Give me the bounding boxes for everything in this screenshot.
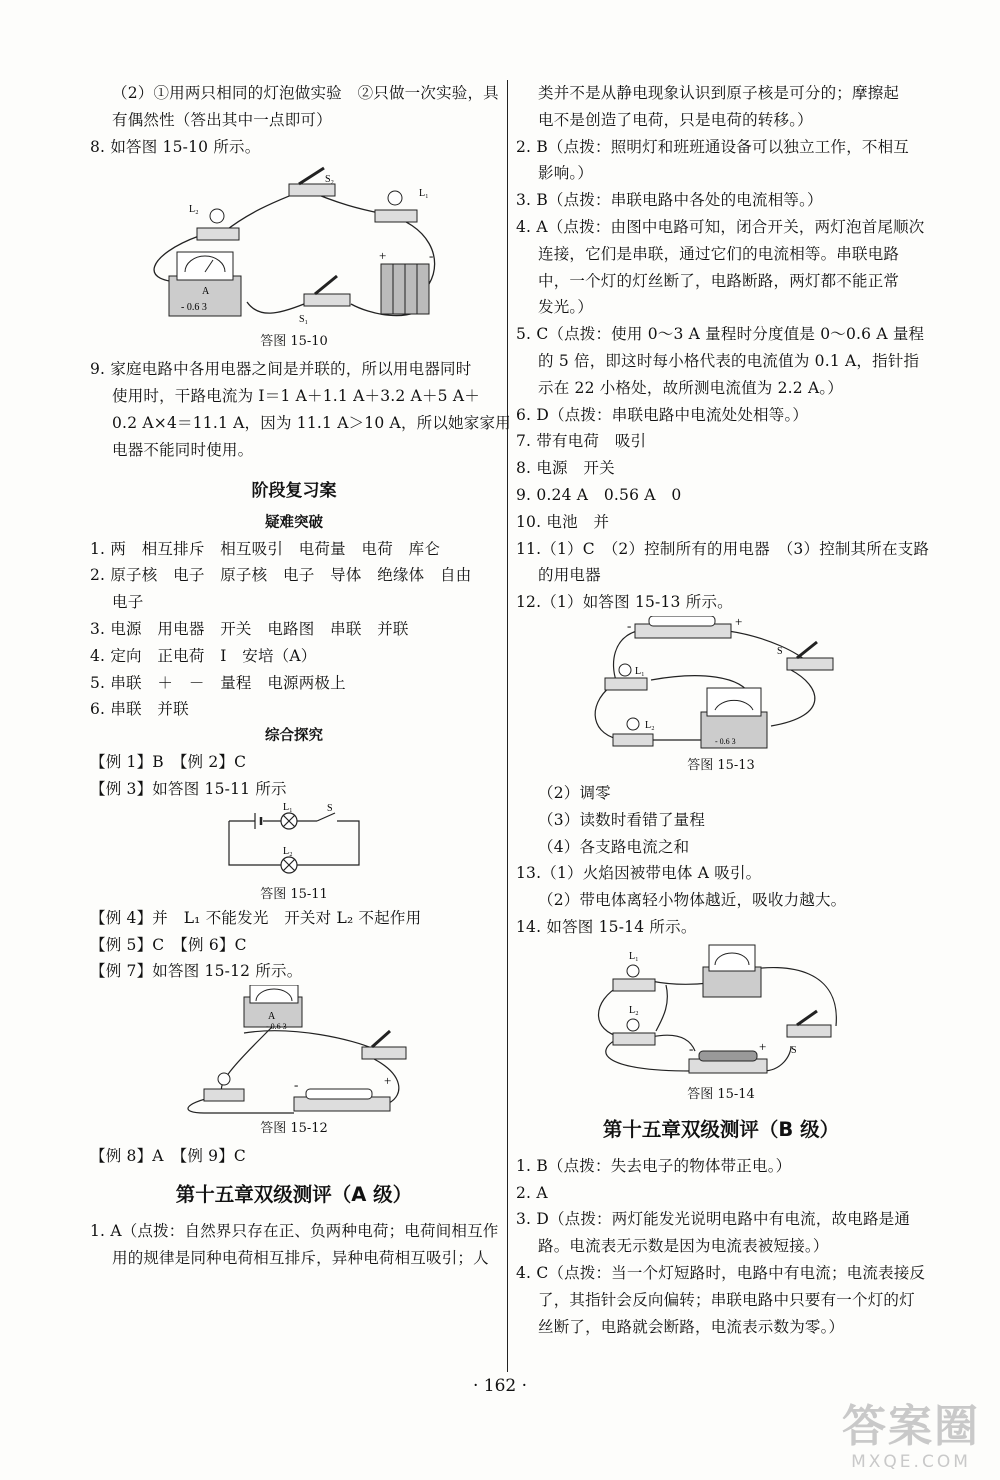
left-block-7 — [90, 1218, 498, 1272]
left-block-3 — [90, 536, 498, 724]
figure-15-13 — [516, 616, 926, 776]
text-line: 中，一个灯的灯丝断了，电路断路，两灯都不能正常 — [538, 271, 900, 290]
text-line: 电不是创造了电荷，只是电荷的转移。） — [538, 110, 813, 129]
figure-15-14 — [516, 941, 926, 1105]
chapter-title-b: 第十五章双级测评（B 级） — [602, 1117, 840, 1141]
figure-15-10 — [90, 164, 498, 352]
text-line: 1. B（点拨：失去电子的物体带正电。） — [516, 1156, 792, 1175]
right-column — [516, 80, 930, 1340]
lamp-l2 — [613, 1019, 655, 1045]
label-ammeter: A — [202, 286, 210, 298]
label-l1: L₁ — [629, 950, 639, 962]
text-line: 电器不能同时使用。 — [112, 440, 254, 459]
label-s: S — [777, 645, 783, 657]
text-line: 12.（1）如答图 15-13 所示。 — [516, 593, 733, 612]
left-block-5 — [90, 905, 498, 985]
lamp-l2 — [197, 209, 239, 240]
text-line: 4. 定向 正电荷 I 安培（A） — [90, 646, 317, 665]
text-line: 1. A（点拨：自然界只存在正、负两种电荷；电荷间相互作 — [90, 1221, 499, 1240]
battery-pack — [381, 264, 429, 314]
circuit-diagram-15-13 — [591, 616, 851, 756]
label-minus: - — [689, 1040, 694, 1056]
figure-15-12 — [90, 985, 498, 1139]
label-minus: - — [429, 248, 434, 264]
switch — [787, 1011, 831, 1037]
text-line: 【例 5】C 【例 6】C — [90, 935, 247, 954]
ammeter — [703, 945, 761, 997]
left-block-6 — [90, 1143, 498, 1170]
label-l1: L₁ — [283, 802, 293, 813]
figure-caption: 答图 15-11 — [260, 886, 328, 902]
lamp — [204, 1073, 244, 1101]
left-block-1 — [90, 80, 498, 160]
figure-caption: 答图 15-13 — [687, 757, 755, 773]
label-ammeter: A — [268, 1011, 276, 1023]
text-line: 的 5 倍，即这时每小格代表的电流值为 0.1 A，指针指 — [538, 351, 920, 370]
right-block-1 — [516, 80, 930, 616]
text-line: 示在 22 小格处，故所测电流值为 2.2 A。） — [538, 378, 844, 397]
label-l1: L₁ — [635, 665, 645, 677]
text-line: 4. A（点拨：由图中电路可知，闭合开关，两灯泡首尾顺次 — [516, 217, 925, 236]
text-line: 7. 带有电荷 吸引 — [516, 432, 647, 451]
figure-15-11 — [90, 803, 498, 905]
text-line: 11.（1）C （2）控制所有的用电器 （3）控制其所在支路 — [516, 539, 930, 558]
text-line: 0.2 A×4＝11.1 A，因为 11.1 A＞10 A，所以她家家用 — [112, 413, 511, 432]
text-line: （2）调零 — [538, 783, 611, 802]
label-plus: + — [384, 1073, 392, 1089]
text-line: （2）①用两只相同的灯泡做实验 ②只做一次实验，具 — [112, 84, 499, 102]
text-line: 8. 电源 开关 — [516, 459, 615, 478]
text-line: 发光。） — [538, 298, 594, 317]
text-line: 2. 原子核 电子 原子核 电子 导体 绝缘体 自由 — [90, 566, 472, 585]
text-line: 2. A — [516, 1183, 548, 1202]
battery — [635, 616, 731, 638]
text-line: 【例 8】A 【例 9】C — [90, 1147, 246, 1166]
text-line: 6. D（点拨：串联电路中电流处处相等。） — [516, 405, 809, 424]
text-line: 【例 3】如答图 15-11 所示 — [90, 779, 287, 798]
text-line: 2. B（点拨：照明灯和班班通设备可以独立工作，不相互 — [516, 137, 910, 156]
lamp-l1 — [375, 191, 417, 222]
switch — [787, 642, 833, 670]
text-line: 电子 — [112, 593, 144, 612]
circuit-diagram-15-10 — [129, 164, 459, 332]
text-line: 类并不是从静电现象认识到原子核是可分的；摩擦起 — [538, 84, 900, 102]
text-line: （2）带电体离轻小物体越近，吸收力越大。 — [538, 891, 847, 910]
figure-caption: 答图 15-14 — [687, 1086, 755, 1102]
left-block-4 — [90, 749, 498, 803]
left-block-2 — [90, 356, 511, 463]
text-line: 用的规律是同种电荷相互排斥，异种电荷相互吸引；人 — [112, 1248, 489, 1267]
label-plus: + — [379, 248, 387, 264]
text-line: （3）读数时看错了量程 — [538, 810, 706, 829]
label-l2: L₂ — [189, 204, 199, 216]
label-s: S — [327, 802, 333, 814]
text-line: 5. 串联 ＋ － 量程 电源两极上 — [90, 673, 346, 692]
label-plus: + — [759, 1038, 767, 1054]
text-line: 的用电器 — [538, 566, 601, 585]
text-line: 连接，它们是串联，通过它们的电流相等。串联电路 — [538, 244, 900, 263]
label-terminals: - 0.6 3 — [181, 302, 207, 314]
text-line: 13.（1）火焰因被带电体 A 吸引。 — [516, 864, 762, 883]
text-line: 【例 7】如答图 15-12 所示。 — [90, 962, 303, 981]
text-line: 影响。） — [538, 164, 594, 183]
label-s: S — [791, 1044, 797, 1056]
text-line: 【例 1】B 【例 2】C — [90, 753, 247, 772]
label-s1: S₁ — [299, 314, 309, 326]
switch — [362, 1031, 406, 1059]
watermark — [842, 1402, 980, 1472]
text-line: 8. 如答图 15-10 所示。 — [90, 137, 261, 156]
label-minus: - — [294, 1077, 299, 1093]
text-line: 使用时，干路电流为 I＝1 A＋1.1 A＋3.2 A＋5 A＋ — [112, 387, 480, 406]
label-s2: S₂ — [325, 174, 335, 186]
right-block-3 — [516, 1153, 926, 1341]
label-l2: L₂ — [283, 845, 293, 857]
text-line: 4. C（点拨：当一个灯短路时，电路中有电流；电流表接反 — [516, 1263, 926, 1282]
text-line: 10. 电池 并 — [516, 512, 610, 531]
lamp-l1 — [613, 965, 655, 991]
label-plus: + — [735, 615, 743, 629]
circuit-diagram-15-12 — [174, 985, 414, 1119]
text-line: 3. 电源 用电器 开关 电路图 串联 并联 — [90, 619, 409, 638]
label-l2: L₂ — [645, 719, 655, 731]
text-line: 有偶然性（答出其中一点即可） — [112, 110, 332, 129]
label-l2: L₂ — [629, 1004, 639, 1016]
page-number: · 162 · — [472, 1376, 528, 1396]
text-line: 3. D（点拨：两灯能发光说明电路中有电流，故电路是通 — [516, 1210, 911, 1229]
battery — [294, 1089, 390, 1111]
text-line: 路。电流表无示数是因为电流表被短接。） — [538, 1237, 829, 1256]
text-line: 了，其指针会反向偏转；串联电路中只要有一个灯的灯 — [538, 1290, 915, 1309]
section-title: 阶段复习案 — [251, 480, 337, 501]
text-line: 【例 4】并 L₁ 不能发光 开关对 L₂ 不起作用 — [90, 908, 422, 927]
left-column — [90, 80, 511, 1272]
right-block-2 — [516, 780, 926, 941]
text-line: 9. 家庭电路中各用电器之间是并联的，所以用电器同时 — [90, 360, 472, 379]
text-line: （4）各支路电流之和 — [538, 837, 690, 856]
battery — [689, 1051, 767, 1073]
text-line: 6. 串联 并联 — [90, 700, 189, 719]
circuit-diagram-15-11 — [219, 803, 369, 885]
label-terminals: - 0.6 3 — [715, 736, 736, 746]
figure-caption: 答图 15-12 — [260, 1121, 328, 1137]
column-divider — [507, 80, 508, 1372]
chapter-title-a: 第十五章双级测评（A 级） — [175, 1182, 413, 1206]
label-terminals: - 0.6 3 — [266, 1022, 287, 1032]
label-l1: L₁ — [419, 188, 429, 200]
switch-s1 — [304, 276, 350, 306]
text-line: 5. C（点拨：使用 0～3 A 量程时分度值是 0～0.6 A 量程 — [516, 325, 925, 344]
watermark-logo-text: 答案圈 — [842, 1401, 980, 1452]
text-line: 9. 0.24 A 0.56 A 0 — [516, 485, 682, 504]
figure-caption: 答图 15-10 — [260, 334, 328, 350]
text-line: 14. 如答图 15-14 所示。 — [516, 917, 697, 936]
text-line: 1. 两 相互排斥 相互吸引 电荷量 电荷 库仑 — [90, 539, 441, 558]
subsection-title: 疑难突破 — [265, 513, 323, 531]
subsection-title: 综合探究 — [265, 727, 323, 745]
label-minus: - — [627, 617, 632, 633]
text-line: 丝断了，电路就会断路，电流表示数为零。） — [538, 1317, 845, 1336]
watermark-url: MXQE.COM — [851, 1452, 971, 1472]
circuit-diagram-15-14 — [591, 941, 851, 1085]
text-line: 3. B（点拨：串联电路中各处的电流相等。） — [516, 191, 823, 210]
